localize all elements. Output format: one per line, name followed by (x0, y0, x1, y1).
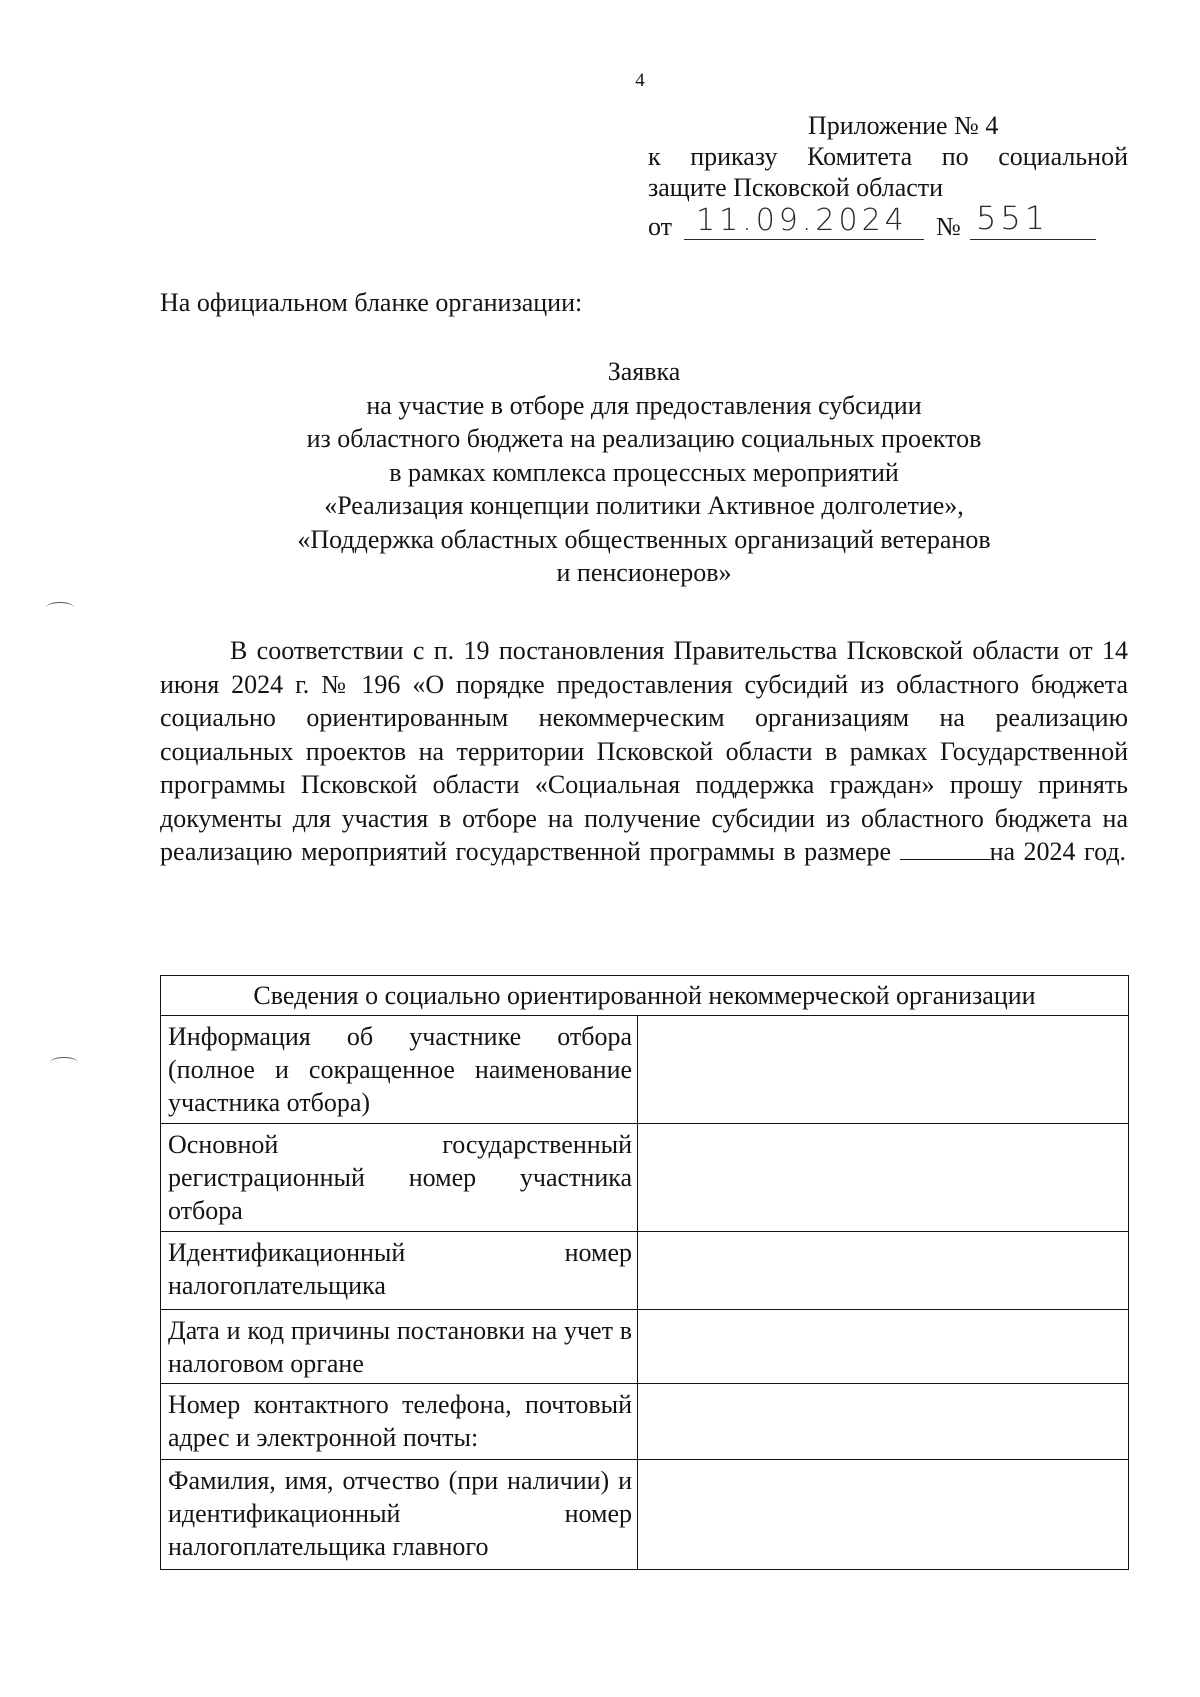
title-line-5: «Реализация концепции политики Активное долголетие», (324, 491, 964, 520)
scan-margin-mark (50, 1057, 78, 1068)
row-label-text: Фамилия, имя, отчество (при наличии) и идентификационный номер налогоплательщика главного (168, 1466, 633, 1561)
table-row (161, 1232, 1129, 1310)
table-row (161, 1460, 1129, 1570)
table-row (161, 1310, 1129, 1384)
scan-margin-mark (46, 602, 74, 613)
table-row (161, 1124, 1129, 1232)
table-header-row (161, 976, 1129, 1016)
number-underline (970, 239, 1096, 240)
title-line-1: Заявка (607, 357, 681, 386)
date-prefix: от (648, 212, 673, 241)
row-label: Идентификационный номер налогоплательщика (161, 1232, 638, 1310)
letterhead-note: На официальном бланке организации: (160, 288, 583, 317)
row-value (638, 1124, 1129, 1232)
row-label: Номер контактного телефона, почтовый адрес и электронной почты: (161, 1384, 638, 1460)
handwritten-number: 551 (976, 199, 1050, 237)
request-paragraph (160, 634, 1128, 869)
title-line-3: из областного бюджета на реализацию социальных проектов (306, 424, 982, 453)
title-line-4: в рамках комплекса процессных мероприятий (389, 457, 899, 487)
table-row (161, 1016, 1129, 1124)
row-label: Дата и код причины постановки на учет в налоговом органе (161, 1310, 638, 1384)
document-title (160, 355, 1128, 590)
title-line-6: «Поддержка областных общественных организаций ветеранов (297, 524, 991, 554)
row-label (161, 1460, 638, 1570)
organization-info-table (160, 975, 1129, 1570)
table-header: Сведения о социально ориентированной некоммерческой организации (161, 976, 1129, 1016)
date-underline (684, 239, 924, 240)
row-value (638, 1460, 1129, 1570)
annex-header (648, 110, 1128, 241)
handwritten-date: 11.09.2024 (696, 203, 908, 238)
row-value (638, 1232, 1129, 1310)
title-line-7: и пенсионеров» (556, 558, 732, 587)
annex-committee-line: защите Псковской области (648, 173, 944, 202)
annex-order-line: к приказу Комитета по социальной (648, 142, 1128, 171)
annex-title: Приложение № 4 (808, 111, 999, 140)
row-value (638, 1016, 1129, 1124)
row-label: Основной государственный регистрационный номер участника отбора (161, 1124, 638, 1232)
table-row (161, 1384, 1129, 1460)
row-value (638, 1310, 1129, 1384)
row-value (638, 1384, 1129, 1460)
request-paragraph-suffix: на 2024 год. (989, 837, 1127, 866)
order-date-number-line (648, 199, 1128, 241)
request-paragraph-text: В соответствии с п. 19 постановления Правительства Псковской области от 14 июня 2024 г. № 196 «О порядке предоставления субсидий из областного бюджета социально ориентированным некоммерческим организациям на реализацию социальных проектов на территории Псковской области в рамках Государственной программы Псковской области «Социальная поддержка граждан» прошу принять документы для участия в отборе на получение субсидии из областного бюджета на реализацию мероприятий государственной программы в размере (160, 636, 1128, 866)
row-label: Информация об участнике отбора (полное и сокращенное наименование участника отбора) (161, 1016, 638, 1124)
number-prefix: № (936, 212, 961, 241)
title-line-2: на участие в отборе для предоставления субсидии (366, 390, 922, 420)
amount-blank (900, 837, 990, 860)
page-number: 4 (635, 70, 645, 91)
